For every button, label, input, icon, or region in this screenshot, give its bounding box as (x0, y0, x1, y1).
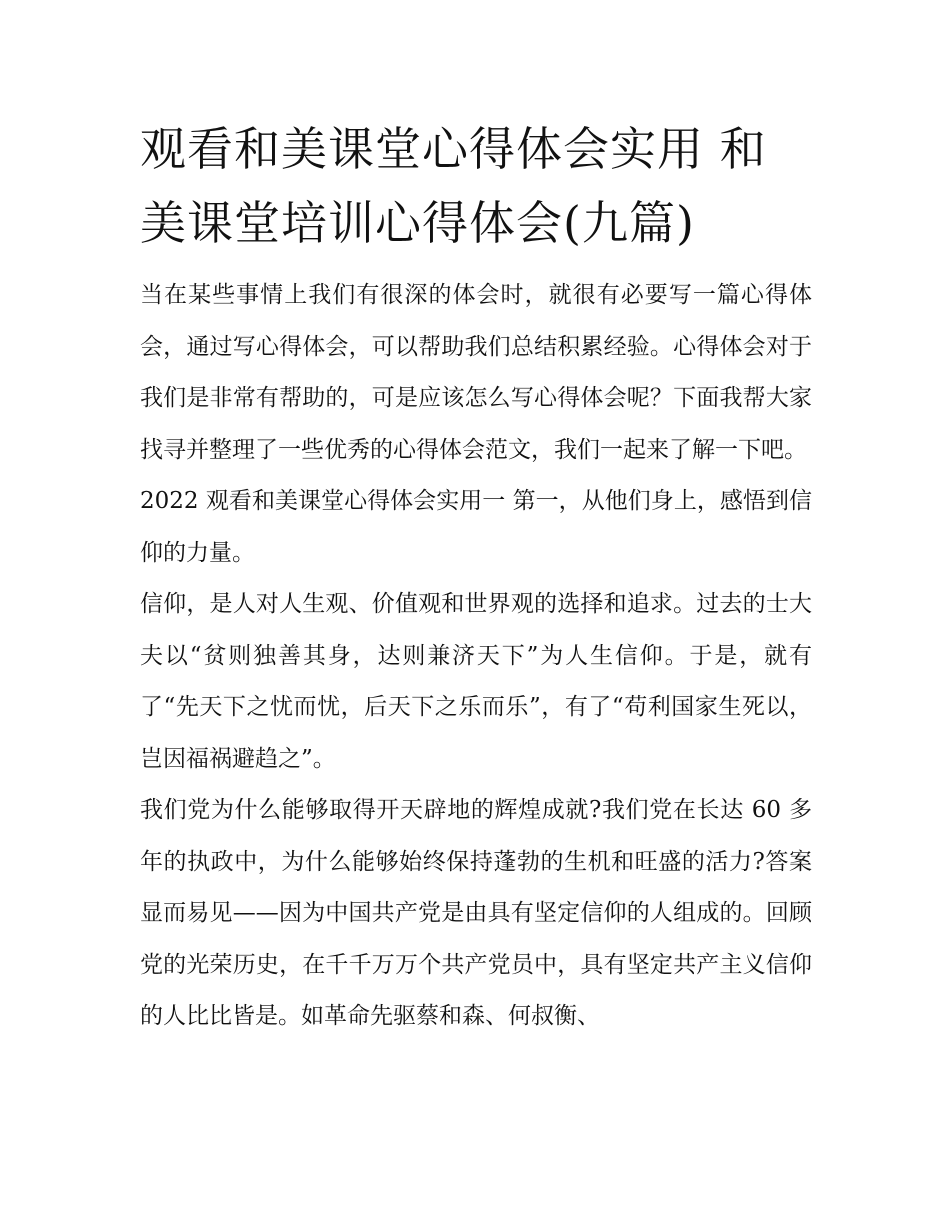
paragraph-section-heading: 2022 观看和美课堂心得体会实用一 第一，从他们身上，感悟到信仰的力量。 (140, 488, 812, 566)
document-page (140, 112, 812, 1043)
paragraph-party-history: 我们党为什么能够取得开天辟地的辉煌成就?我们党在长达 60 多年的执政中，为什么能够始终保持蓬勃的生机和旺盛的活力?答案显而易见——因为中国共产党是由具有坚定信仰的人组成的。回顾党的光荣历史，在千千万万个共产党员中，具有坚定共产主义信仰的人比比皆是。如革命先驱蔡和森、何叔衡、 (140, 797, 812, 1029)
document-body (140, 270, 812, 1043)
paragraph-intro: 当在某些事情上我们有很深的体会时，就很有必要写一篇心得体会，通过写心得体会，可以帮助我们总结积累经验。心得体会对于我们是非常有帮助的，可是应该怎么写心得体会呢？下面我帮大家找寻并整理了一些优秀的心得体会范文，我们一起来了解一下吧。 (140, 282, 812, 463)
document-title: 观看和美课堂心得体会实用 和美课堂培训心得体会(九篇) (140, 122, 767, 250)
paragraph-faith: 信仰，是人对人生观、价值观和世界观的选择和追求。过去的士大夫以“贫则独善其身，达则兼济天下”为人生信仰。于是，就有了“先天下之忧而忧，后天下之乐而乐”，有了“苟利国家生死以，岂因福祸避趋之”。 (140, 591, 812, 772)
